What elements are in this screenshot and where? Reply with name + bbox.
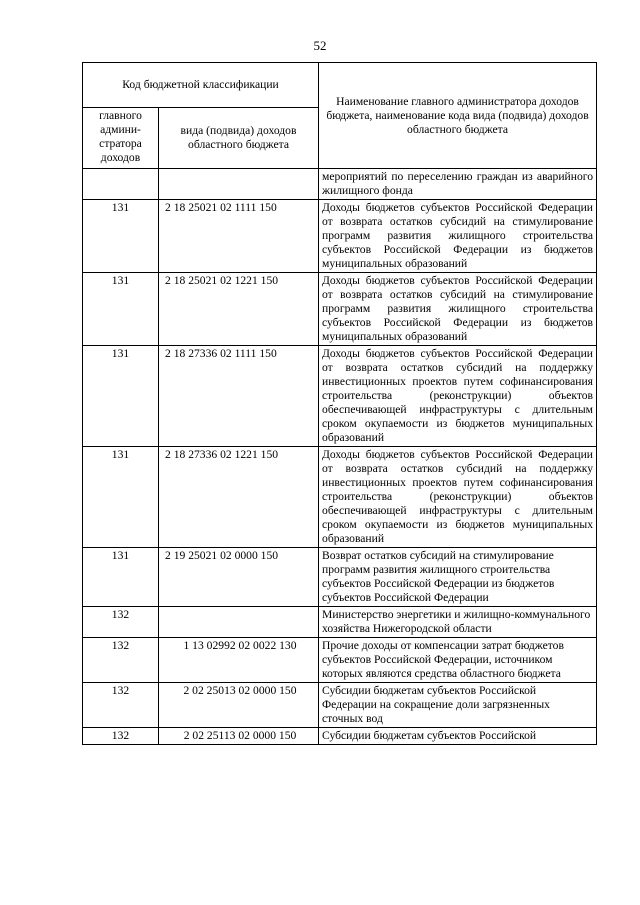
description-cell: Министерство энергетики и жилищно-коммунального хозяйства Нижегородской области: [319, 607, 597, 638]
table-row: [83, 728, 597, 745]
description-cell: Доходы бюджетов субъектов Российской Федерации от возврата остатков субсидий на поддержку инвестиционных проектов путем софинансирования строительства (реконструкции) объектов обеспечивающей инфраструктуры с длительным сроком окупаемости из бюджетов муниципальных образований: [319, 447, 597, 548]
table-row: [83, 447, 597, 548]
admin-code-cell: 132: [83, 607, 159, 638]
admin-code-cell: [83, 169, 159, 200]
admin-code-cell: 131: [83, 200, 159, 273]
budget-classification-table: [82, 62, 597, 745]
header-income-type: вида (подвида) доходов областного бюджета: [159, 108, 319, 169]
table-row: [83, 607, 597, 638]
admin-code-cell: 132: [83, 683, 159, 728]
admin-code-cell: 132: [83, 638, 159, 683]
admin-code-cell: 131: [83, 273, 159, 346]
income-code-cell: 2 18 27336 02 1111 150: [159, 346, 319, 447]
description-cell: Доходы бюджетов субъектов Российской Федерации от возврата остатков субсидий на стимулирование программ развития жилищного строительства субъектов Российской Федерации из бюджетов муниципальных образований: [319, 273, 597, 346]
header-main-administrator: главного админи-стратора доходов: [83, 108, 159, 169]
table-row: [83, 169, 597, 200]
admin-code-cell: 131: [83, 346, 159, 447]
income-code-cell: 2 18 25021 02 1111 150: [159, 200, 319, 273]
income-code-cell: 2 02 25013 02 0000 150: [159, 683, 319, 728]
income-code-cell: [159, 169, 319, 200]
header-classification-code: Код бюджетной классификации: [83, 63, 319, 108]
table-row: [83, 548, 597, 607]
description-cell: Доходы бюджетов субъектов Российской Федерации от возврата остатков субсидий на стимулирование программ развития жилищного строительства субъектов Российской Федерации из бюджетов муниципальных образований: [319, 200, 597, 273]
admin-code-cell: 131: [83, 447, 159, 548]
description-cell: Субсидии бюджетам субъектов Российской Федерации на сокращение доли загрязненных сточных вод: [319, 683, 597, 728]
description-cell: Субсидии бюджетам субъектов Российской: [319, 728, 597, 745]
income-code-cell: 1 13 02992 02 0022 130: [159, 638, 319, 683]
income-code-cell: 2 18 27336 02 1221 150: [159, 447, 319, 548]
income-code-cell: 2 19 25021 02 0000 150: [159, 548, 319, 607]
admin-code-cell: 132: [83, 728, 159, 745]
page-number: 52: [313, 38, 327, 53]
table-row: [83, 200, 597, 273]
table-row: [83, 638, 597, 683]
income-code-cell: 2 18 25021 02 1221 150: [159, 273, 319, 346]
admin-code-cell: 131: [83, 548, 159, 607]
description-cell: Доходы бюджетов субъектов Российской Федерации от возврата остатков субсидий на поддержку инвестиционных проектов путем софинансирования строительства (реконструкции) объектов обеспечивающей инфраструктуры с длительным сроком окупаемости из бюджетов муниципальных образований: [319, 346, 597, 447]
table-row: [83, 273, 597, 346]
description-cell: Возврат остатков субсидий на стимулирование программ развития жилищного строительства субъектов Российской Федерации из бюджетов субъектов Российской Федерации: [319, 548, 597, 607]
income-code-cell: [159, 607, 319, 638]
description-cell: Прочие доходы от компенсации затрат бюджетов субъектов Российской Федерации, источником которых являются средства областного бюджета: [319, 638, 597, 683]
description-cell: мероприятий по переселению граждан из аварийного жилищного фонда: [319, 169, 597, 200]
income-code-cell: 2 02 25113 02 0000 150: [159, 728, 319, 745]
table-row: [83, 346, 597, 447]
header-administrator-name: Наименование главного администратора доходов бюджета, наименование кода вида (подвида) доходов областного бюджета: [319, 63, 597, 169]
table-row: [83, 683, 597, 728]
